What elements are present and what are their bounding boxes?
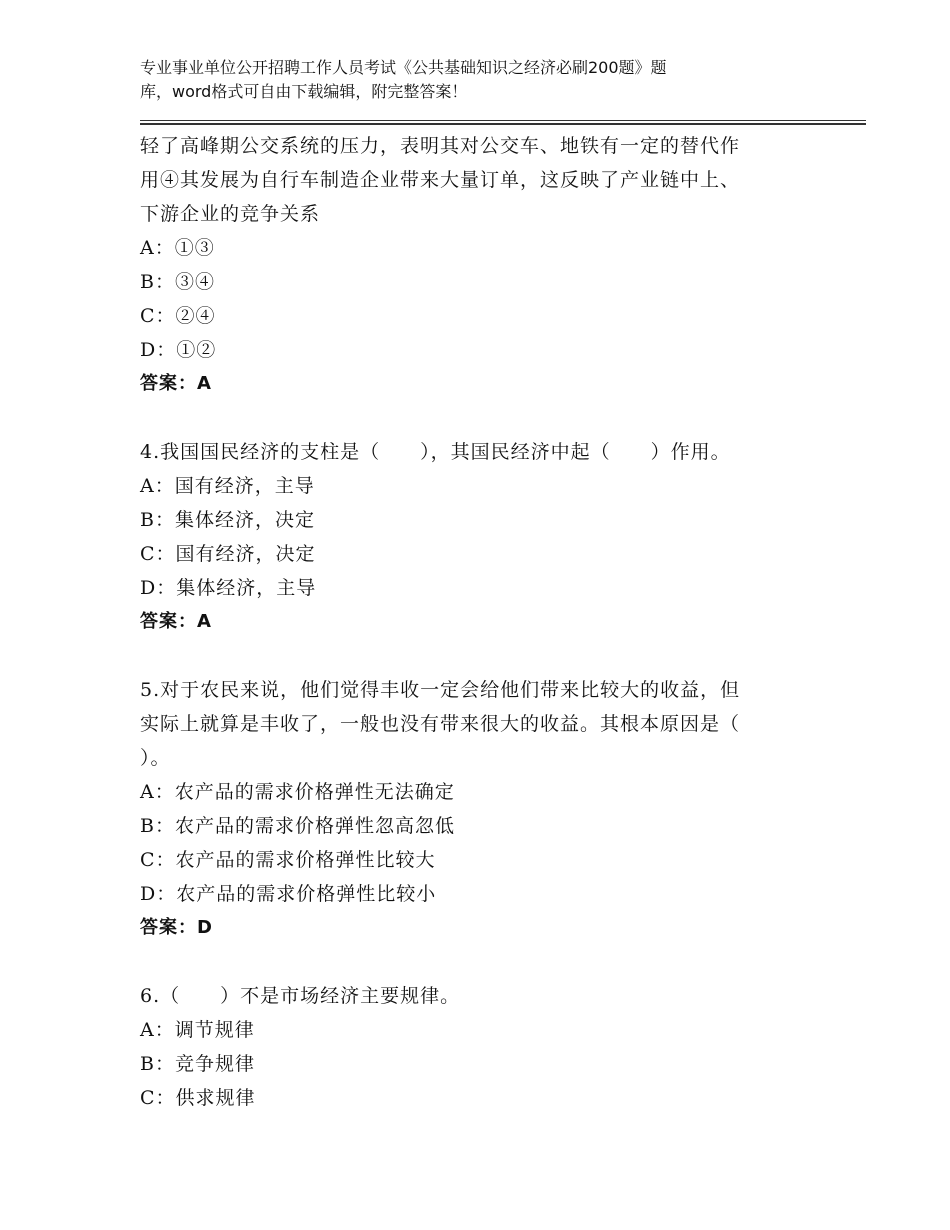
answer-label: 答案：A	[140, 373, 212, 394]
option-c: C：农产品的需求价格弹性比较大	[140, 849, 436, 871]
question-stem-line: ）。	[140, 747, 171, 769]
option-a: A：①③	[140, 237, 215, 259]
question-stem-line: 5.对于农民来说，他们觉得丰收一定会给他们带来比较大的收益，但	[140, 679, 741, 701]
page-header	[140, 56, 780, 104]
option-a: A：农产品的需求价格弹性无法确定	[140, 781, 455, 803]
answer-label: 答案：A	[140, 611, 212, 632]
option-b: B：农产品的需求价格弹性忽高忽低	[140, 815, 455, 837]
option-a: A：调节规律	[140, 1019, 255, 1041]
option-c: C：国有经济，决定	[140, 543, 316, 565]
option-b: B：竞争规律	[140, 1053, 255, 1075]
spacer	[140, 401, 800, 435]
option-b: B：集体经济，决定	[140, 509, 315, 531]
question-stem-line: 实际上就算是丰收了，一般也没有带来很大的收益。其根本原因是（	[140, 713, 741, 735]
option-b: B：③④	[140, 271, 215, 293]
header-line-2: 库，word格式可自由下载编辑，附完整答案！	[140, 82, 468, 101]
question-stem-line: 6.（ ）不是市场经济主要规律。	[140, 985, 461, 1007]
question-stem-line: 用④其发展为自行车制造企业带来大量订单，这反映了产业链中上、	[140, 169, 741, 191]
question-3	[140, 129, 800, 401]
option-d: D：农产品的需求价格弹性比较小	[140, 883, 437, 905]
question-stem-line: 轻了高峰期公交系统的压力，表明其对公交车、地铁有一定的替代作	[140, 135, 741, 157]
option-c: C：②④	[140, 305, 216, 327]
option-d: D：集体经济，主导	[140, 577, 317, 599]
option-d: D：①②	[140, 339, 217, 361]
spacer	[140, 945, 800, 979]
question-5	[140, 673, 800, 945]
option-c: C：供求规律	[140, 1087, 256, 1109]
question-6	[140, 979, 800, 1115]
question-list	[140, 129, 800, 1115]
header-line-1: 专业事业单位公开招聘工作人员考试《公共基础知识之经济必刷200题》题	[140, 58, 667, 77]
spacer	[140, 639, 800, 673]
question-stem-line: 下游企业的竞争关系	[140, 203, 321, 225]
question-stem-line: 4.我国国民经济的支柱是（ ），其国民经济中起（ ）作用。	[140, 441, 731, 463]
answer-label: 答案：D	[140, 917, 213, 938]
header-divider	[140, 120, 866, 125]
option-a: A：国有经济，主导	[140, 475, 315, 497]
question-4	[140, 435, 800, 639]
